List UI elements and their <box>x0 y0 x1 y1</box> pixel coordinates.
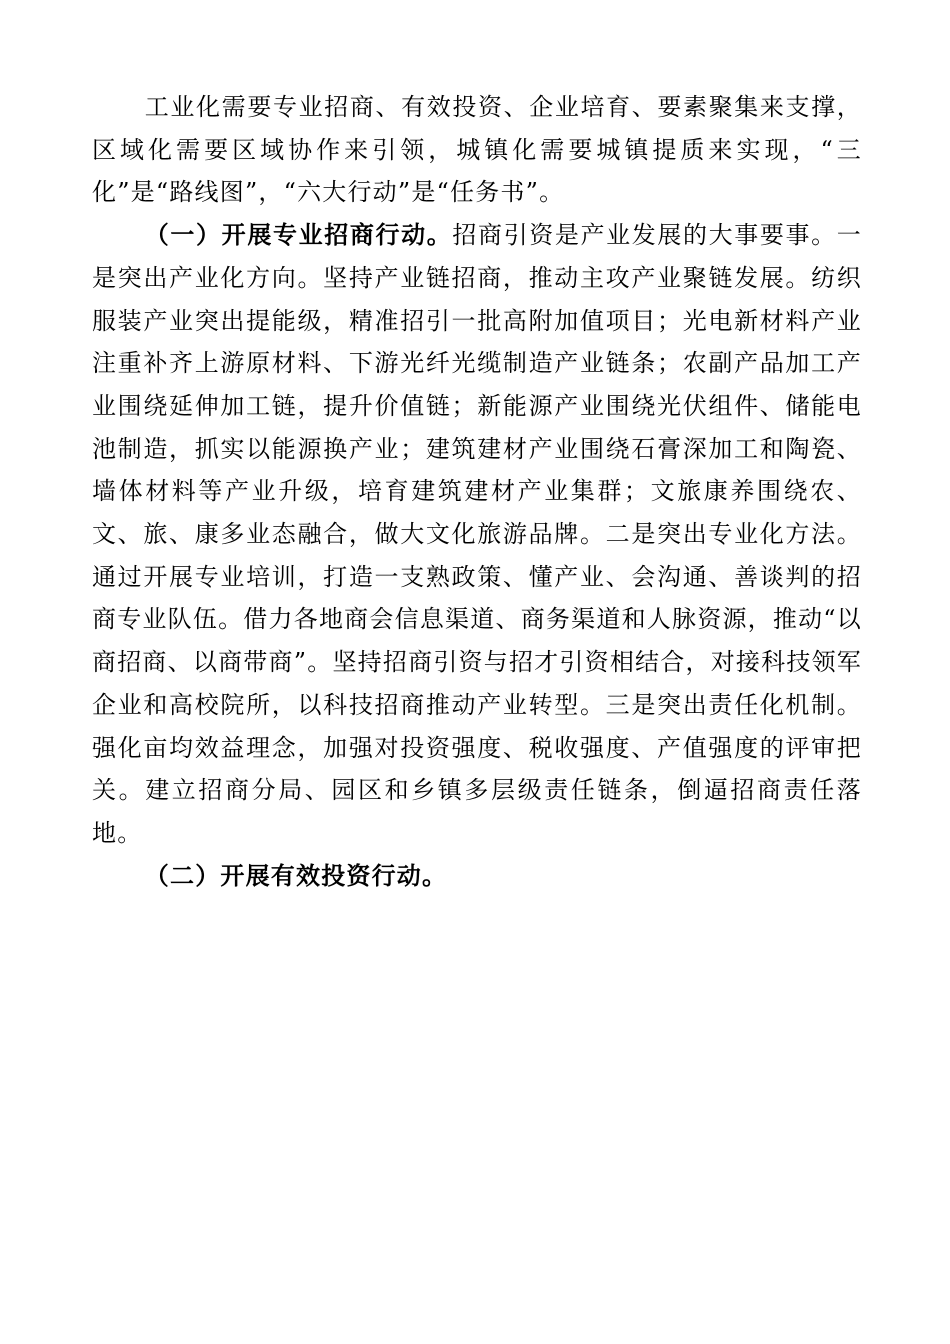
document-body <box>92 86 862 897</box>
section-2-heading: （二）开展有效投资行动。 <box>144 861 448 890</box>
paragraph-section-1 <box>92 214 862 855</box>
paragraph-intro-text: 工业化需要专业招商、有效投资、企业培育、要素聚集来支撑，区域化需要区域协作来引领，城镇化需要城镇提质来实现，“三化”是“路线图”，“六大行动”是“任务书”。 <box>92 93 862 207</box>
section-1-heading: （一）开展专业招商行动。 <box>144 221 453 250</box>
paragraph-intro <box>92 86 862 214</box>
section-1-text: 招商引资是产业发展的大事要事。一是突出产业化方向。坚持产业链招商，推动主攻产业聚链发展。纺织服装产业突出提能级，精准招引一批高附加值项目；光电新材料产业注重补齐上游原材料、下游光纤光缆制造产业链条；农副产品加工产业围绕延伸加工链，提升价值链；新能源产业围绕光伏组件、储能电池制造，抓实以能源换产业；建筑建材产业围绕石膏深加工和陶瓷、墙体材料等产业升级，培育建筑建材产业集群；文旅康养围绕农、文、旅、康多业态融合，做大文化旅游品牌。二是突出专业化方法。通过开展专业培训，打造一支熟政策、懂产业、会沟通、善谈判的招商专业队伍。借力各地商会信息渠道、商务渠道和人脉资源，推动“以商招商、以商带商”。坚持招商引资与招才引资相结合，对接科技领军企业和高校院所，以科技招商推动产业转型。三是突出责任化机制。强化亩均效益理念，加强对投资强度、税收强度、产值强度的评审把关。建立招商分局、园区和乡镇多层级责任链条，倒逼招商责任落地。 <box>92 221 862 847</box>
paragraph-section-2 <box>92 855 862 898</box>
